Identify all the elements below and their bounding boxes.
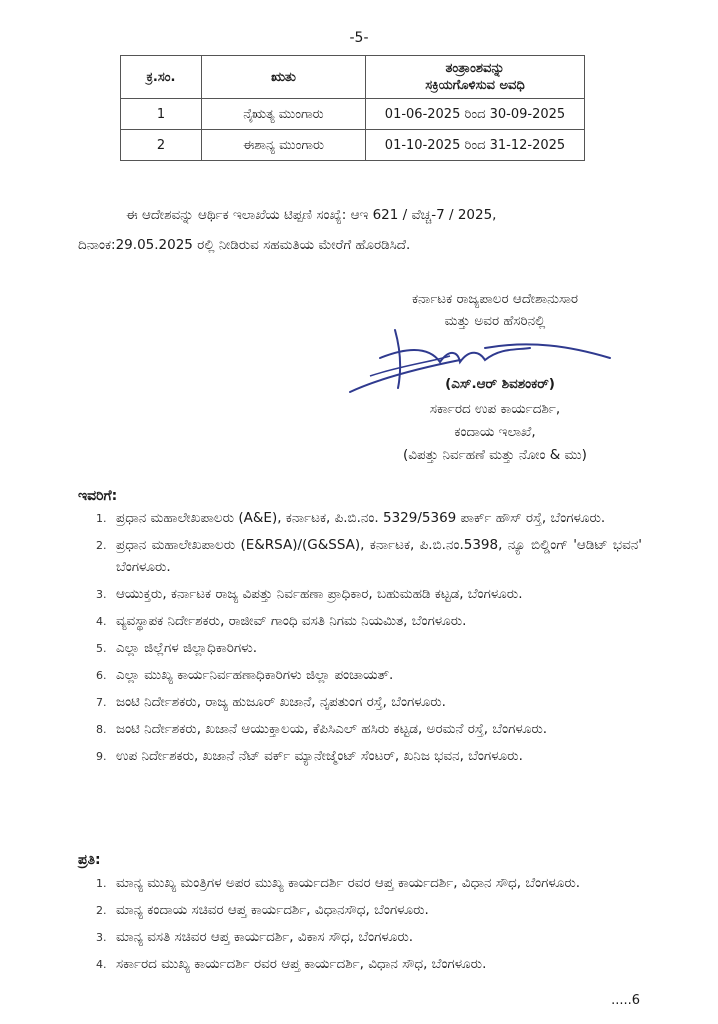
row-season: ಈಶಾನ್ಯ ಮುಂಗಾರು — [202, 130, 366, 161]
signatory-name: (ಎಸ್.ಆರ್ ಶಿವಶಂಕರ್) — [445, 376, 555, 392]
authority-line-1: ಕರ್ನಾಟಕ ರಾಜ್ಯಪಾಲರ ಆದೇಶಾನುಸಾರ — [411, 291, 579, 307]
authority-line-2: ಮತ್ತು ಅವರ ಹೆಸರಿನಲ್ಲಿ — [444, 313, 546, 329]
list-item: ಆಯುಕ್ತರು, ಕರ್ನಾಟಕ ರಾಜ್ಯ ವಿಪತ್ತು ನಿರ್ವಹಣಾ ಪ್ರಾಧಿಕಾರ, ಬಹುಮಹಡಿ ಕಟ್ಟಡ, ಬೆಂಗಳೂರು. — [116, 586, 523, 602]
row-period: 01-06-2025 ರಿಂದ 30-09-2025 — [366, 99, 585, 130]
page-number: -5- — [349, 30, 369, 46]
copies-list — [78, 872, 642, 980]
list-item: ಜಂಟಿ ನಿರ್ದೇಶಕರು, ರಾಜ್ಯ ಹುಜೂರ್ ಖಜಾನೆ, ನೃಪತುಂಗ ರಸ್ತೆ, ಬೆಂಗಳೂರು. — [116, 694, 446, 710]
order-paragraph — [78, 200, 642, 260]
designation-line-1: ಸರ್ಕಾರದ ಉಪ ಕಾರ್ಯದರ್ಶಿ, — [429, 401, 561, 417]
list-item: ಎಲ್ಲಾ ಜಿಲ್ಲೆಗಳ ಜಿಲ್ಲಾಧಿಕಾರಿಗಳು. — [116, 640, 258, 656]
list-item: ಉಪ ನಿರ್ದೇಶಕರು, ಖಜಾನೆ ನೆಟ್ ವರ್ಕ್ ಮ್ಯಾನೇಜ್ಮೆಂಟ್ ಸೆಂಟರ್, ಖನಿಜ ಭವನ, ಬೆಂಗಳೂರು. — [116, 748, 523, 764]
list-item: ಪ್ರಧಾನ ಮಹಾಲೇಖಪಾಲರು (A&E), ಕರ್ನಾಟಕ, ಪಿ.ಬಿ.ನಂ. 5329/5369 ಪಾರ್ಕ್ ಹೌಸ್ ರಸ್ತೆ, ಬೆಂಗಳೂರು. — [116, 510, 606, 526]
list-item: ಮಾನ್ಯ ಕಂದಾಯ ಸಚಿವರ ಆಪ್ತ ಕಾರ್ಯದರ್ಶಿ, ವಿಧಾನಸೌಧ, ಬೆಂಗಳೂರು. — [116, 902, 429, 918]
signatory-designation — [350, 398, 640, 467]
row-sl: 2 — [121, 130, 202, 161]
designation-line-3: (ವಿಪತ್ತು ನಿರ್ವಹಣೆ ಮತ್ತು ನೋಂ & ಮು) — [403, 447, 587, 463]
activation-period-table — [120, 55, 585, 161]
row-period: 01-10-2025 ರಿಂದ 31-12-2025 — [366, 130, 585, 161]
list-item: ಸರ್ಕಾರದ ಮುಖ್ಯ ಕಾರ್ಯದರ್ಶಿ ರವರ ಆಪ್ತ ಕಾರ್ಯದರ್ಶಿ, ವಿಧಾನ ಸೌಧ, ಬೆಂಗಳೂರು. — [116, 956, 487, 972]
order-line-2: ದಿನಾಂಕ:29.05.2025 ರಲ್ಲಿ ನೀಡಿರುವ ಸಹಮತಿಯ ಮೇರೆಗೆ ಹೊರಡಿಸಿದೆ. — [78, 237, 411, 253]
order-line-1: ಈ ಆದೇಶವನ್ನು ಆರ್ಥಿಕ ಇಲಾಖೆಯ ಟಿಪ್ಪಣಿ ಸಂಖ್ಯೆ: ಆಇ 621 / ವೆಚ್ಚ-7 / 2025, — [126, 207, 497, 223]
header-period-line1: ತಂತ್ರಾಂಶವನ್ನು — [445, 61, 505, 76]
designation-line-2: ಕಂದಾಯ ಇಲಾಖೆ, — [454, 424, 536, 440]
list-item: ಎಲ್ಲಾ ಮುಖ್ಯ ಕಾರ್ಯನಿರ್ವಹಣಾಧಿಕಾರಿಗಳು ಜಿಲ್ಲಾ ಪಂಚಾಯತ್. — [116, 667, 394, 683]
header-period-line2: ಸಕ್ರಿಯಗೊಳಿಸುವ ಅವಧಿ — [425, 78, 525, 93]
header-season: ಋತು — [202, 56, 366, 99]
table-row — [121, 99, 585, 130]
continuation-marker: .....6 — [611, 993, 640, 1008]
copies-heading: ಪ್ರತಿ: — [78, 852, 101, 868]
recipients-list — [78, 507, 642, 772]
row-season: ನೈಋತ್ಯ ಮುಂಗಾರು — [202, 99, 366, 130]
list-item: ಮಾನ್ಯ ವಸತಿ ಸಚಿವರ ಆಪ್ತ ಕಾರ್ಯದರ್ಶಿ, ವಿಕಾಸ ಸೌಧ, ಬೆಂಗಳೂರು. — [116, 929, 414, 945]
list-item: ಮಾನ್ಯ ಮುಖ್ಯ ಮಂತ್ರಿಗಳ ಅಪರ ಮುಖ್ಯ ಕಾರ್ಯದರ್ಶಿ ರವರ ಆಪ್ತ ಕಾರ್ಯದರ್ಶಿ, ವಿಧಾನ ಸೌಧ, ಬೆಂಗಳೂರು. — [116, 875, 581, 891]
row-sl: 1 — [121, 99, 202, 130]
list-item: ಜಂಟಿ ನಿರ್ದೇಶಕರು, ಖಜಾನೆ ಆಯುಕ್ತಾಲಯ, ಕೆಪಿಸಿಎಲ್ ಹಸಿರು ಕಟ್ಟಡ, ಅರಮನೆ ರಸ್ತೆ, ಬೆಂಗಳೂರು. — [116, 721, 548, 737]
list-item: ಪ್ರಧಾನ ಮಹಾಲೇಖಪಾಲರು (E&RSA)/(G&SSA), ಕರ್ನಾಟಕ, ಪಿ.ಬಿ.ನಂ.5398, ನ್ಯೂ ಬಿಲ್ಡಿಂಗ್ 'ಆಡಿಟ್ ಭವನ' ಬೆಂಗಳೂರು. — [116, 537, 642, 575]
header-period — [366, 56, 585, 99]
table-row — [121, 130, 585, 161]
table-header-row — [121, 56, 585, 99]
list-item: ವ್ಯವಸ್ಥಾಪಕ ನಿರ್ದೇಶಕರು, ರಾಜೀವ್ ಗಾಂಧಿ ವಸತಿ ನಿಗಮ ನಿಯಮಿತ, ಬೆಂಗಳೂರು. — [116, 613, 467, 629]
header-sl-no: ಕ್ರ.ಸಂ. — [121, 56, 202, 99]
recipients-heading: ಇವರಿಗೆ: — [78, 488, 118, 504]
